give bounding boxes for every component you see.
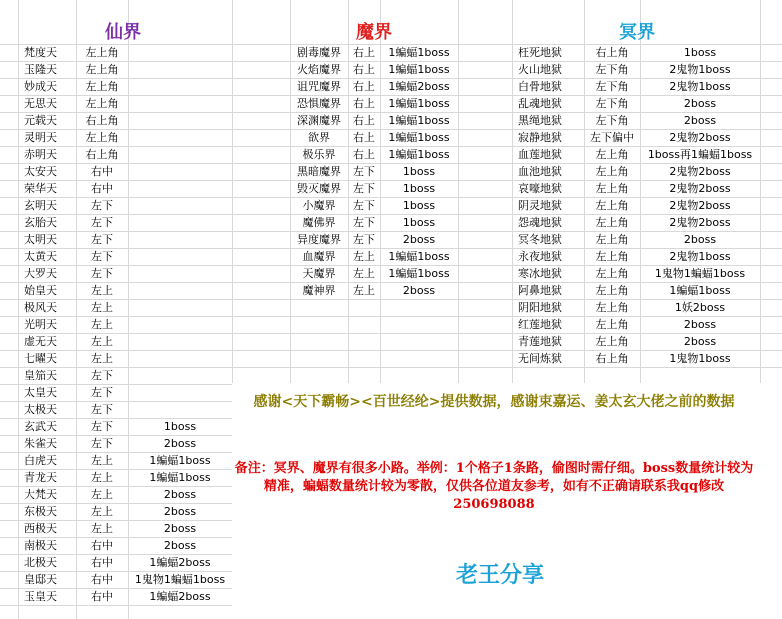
mo-row-name: 欲界 [308,131,330,144]
xian-row-position: 左上 [91,505,113,518]
xian-row-name: 梵度天 [24,46,57,59]
xian-row-content [128,231,232,248]
xian-row-content: 1蝙蝠1boss [149,454,211,467]
mo-row-position: 左下 [353,182,375,195]
xian-row-content [128,78,232,95]
ming-row-position: 左上角 [595,284,629,297]
xian-row-name: 玉皇天 [24,590,57,603]
xian-row-name: 灵明天 [24,131,57,144]
mo-row-name: 极乐界 [302,148,336,161]
mo-row-position: 左下 [353,216,375,229]
ming-row-position: 右上角 [595,46,629,59]
header-mo: 魔界 [356,22,392,43]
ming-row-position: 左下角 [595,80,629,93]
mo-row-position: 左上 [353,284,375,297]
xian-row-position: 左上 [91,471,113,484]
mo-row-position: 右上 [353,80,375,93]
ming-row-content: 1妖2boss [674,301,726,314]
xian-row-position: 右中 [91,590,113,603]
xian-row-name: 始皇天 [24,284,57,297]
ming-row-position: 左上角 [595,199,629,212]
xian-row-position: 左下 [91,386,113,399]
mo-row-position: 左上 [353,267,375,280]
ming-row-content: 2boss [683,233,717,246]
mo-row-name: 火焰魔界 [297,63,341,76]
ming-row-name: 红莲地狱 [518,318,562,331]
xian-row-name: 七曜天 [24,352,57,365]
header-ming: 冥界 [619,22,655,43]
mo-row-content: 1蝙蝠1boss [388,267,450,280]
ming-row-content: 1蝙蝠1boss [669,284,731,297]
xian-row-content [128,401,232,418]
xian-row-position: 右中 [91,573,113,586]
mo-row-content: 1蝙蝠1boss [388,46,450,59]
xian-row-name: 元载天 [24,114,57,127]
ming-row-name: 乱魂地狱 [518,97,562,110]
xian-row-position: 左上 [91,284,113,297]
xian-row-content: 2boss [163,539,197,552]
xian-row-content: 1boss [163,420,197,433]
ming-row-name: 冥冬地狱 [518,233,562,246]
xian-row-name: 大梵天 [24,488,57,501]
xian-row-content [128,146,232,163]
xian-row-position: 左上角 [85,46,119,59]
ming-row-position: 左上角 [595,216,629,229]
mo-row-content: 1蝙蝠1boss [388,63,450,76]
xian-row-content: 2boss [163,505,197,518]
ming-row-content: 2鬼物1boss [669,80,731,93]
xian-row-position: 右中 [91,165,113,178]
xian-row-content [128,180,232,197]
mo-row-name: 小魔界 [302,199,336,212]
xian-row-name: 西极天 [24,522,57,535]
xian-row-name: 太黄天 [24,250,57,263]
xian-row-content [128,129,232,146]
ming-row-position: 左上角 [595,233,629,246]
ming-row-name: 怨魂地狱 [518,216,562,229]
xian-row-name: 太安天 [24,165,57,178]
xian-row-name: 大罗天 [24,267,57,280]
xian-row-position: 左下 [91,216,113,229]
xian-row-position: 左下 [91,403,113,416]
xian-row-content [128,44,232,61]
xian-row-position: 左下 [91,233,113,246]
header-xian: 仙界 [105,22,141,43]
mo-row-position: 右上 [353,131,375,144]
mo-row-name: 黑暗魔界 [297,165,341,178]
xian-row-content [128,350,232,367]
mo-row-position: 左上 [353,250,375,263]
xian-row-position: 左上 [91,352,113,365]
ming-row-content: 2鬼物2boss [669,216,731,229]
mo-row-content: 2boss [402,233,436,246]
xian-row-name: 玉隆天 [24,63,57,76]
ming-row-position: 左下偏中 [590,131,634,144]
mo-row-content: 1蝙蝠1boss [388,97,450,110]
ming-row-name: 哀嚎地狱 [518,182,562,195]
mo-row-position: 右上 [353,97,375,110]
xian-row-position: 左下 [91,420,113,433]
xian-row-content: 2boss [163,522,197,535]
ming-row-content: 2鬼物2boss [669,131,731,144]
xian-row-position: 左下 [91,437,113,450]
ming-row-content: 1boss [683,46,717,59]
xian-row-name: 光明天 [24,318,57,331]
mo-row-content: 1蝙蝠1boss [388,148,450,161]
mo-row-content: 1boss [402,182,436,195]
mo-row-position: 右上 [353,63,375,76]
mo-row-name: 异度魔界 [297,233,341,246]
ming-row-content: 1boss再1蝙蝠1boss [647,148,753,161]
share-title: 老王分享 [455,562,544,588]
xian-row-content [128,95,232,112]
ming-row-position: 右上角 [595,352,629,365]
mo-row-name: 恐惧魔界 [297,97,341,110]
xian-row-position: 左上角 [85,97,119,110]
ming-row-position: 左上角 [595,148,629,161]
mo-row-position: 左下 [353,199,375,212]
xian-row-content [128,214,232,231]
xian-row-position: 左下 [91,267,113,280]
xian-row-name: 青龙天 [24,471,57,484]
mo-row-content: 1蝙蝠1boss [388,114,450,127]
ming-row-position: 左下角 [595,63,629,76]
xian-row-position: 左下 [91,199,113,212]
xian-row-content: 1蝙蝠1boss [149,471,211,484]
xian-row-name: 南极天 [24,539,57,552]
ming-row-name: 无间炼狱 [518,352,562,365]
xian-row-content [128,265,232,282]
xian-row-name: 荣华天 [24,182,57,195]
thanks-note: 感谢<天下霸畅><百世经纶>提供数据，感谢束嘉运、姜太玄大佬之前的数据 [253,394,735,410]
mo-row-name: 深渊魔界 [297,114,341,127]
mo-row-name: 毁灭魔界 [297,182,341,195]
xian-row-content [128,384,232,401]
xian-row-position: 右中 [91,182,113,195]
ming-row-content: 2鬼物2boss [669,199,731,212]
ming-row-name: 血池地狱 [518,165,562,178]
xian-row-name: 玄明天 [24,199,57,212]
xian-row-name: 皇邸天 [24,573,57,586]
xian-row-name: 极风天 [24,301,57,314]
ming-row-name: 枉死地狱 [518,46,562,59]
mo-row-content: 1boss [402,199,436,212]
xian-row-name: 太明天 [24,233,57,246]
xian-row-name: 太皇天 [24,386,57,399]
ming-row-content: 2boss [683,114,717,127]
ming-row-name: 寂静地狱 [518,131,562,144]
xian-row-content: 2boss [163,437,197,450]
ming-row-content: 2boss [683,335,717,348]
xian-row-position: 左上 [91,454,113,467]
mo-row-content: 1boss [402,165,436,178]
ming-row-content: 2鬼物2boss [669,165,731,178]
ming-row-content: 1鬼物1蝙蝠1boss [654,267,746,280]
mo-row-position: 左下 [353,233,375,246]
xian-row-position: 左上 [91,522,113,535]
xian-row-position: 左上 [91,488,113,501]
xian-row-position: 左下 [91,369,113,382]
xian-row-content [128,367,232,384]
xian-row-content [128,61,232,78]
mo-row-name: 剧毒魔界 [297,46,341,59]
xian-row-content [128,248,232,265]
remark-note: 备注：冥界、魔界有很多小路。举例：1个格子1条路，偷图时需仔细。boss数量统计较为精准，蝙蝠数量统计较为零散，仅供各位道友参考，如有不正确请联系我qq修改250698088 [234,461,754,512]
mo-row-name: 天魔界 [302,267,336,280]
xian-row-name: 白虎天 [24,454,57,467]
mo-row-content: 1蝙蝠2boss [388,80,450,93]
xian-row-position: 左上 [91,318,113,331]
xian-row-name: 太极天 [24,403,57,416]
ming-row-position: 左上角 [595,267,629,280]
mo-row-name: 魔佛界 [302,216,336,229]
xian-row-content [128,316,232,333]
ming-row-content: 2boss [683,97,717,110]
xian-row-content [128,282,232,299]
ming-row-name: 白骨地狱 [518,80,562,93]
ming-row-position: 左下角 [595,114,629,127]
mo-row-content: 1蝙蝠1boss [388,250,450,263]
xian-row-content [128,299,232,316]
xian-row-position: 右上角 [85,148,119,161]
ming-row-content: 2boss [683,318,717,331]
ming-row-position: 左上角 [595,250,629,263]
ming-row-name: 黑绳地狱 [518,114,562,127]
ming-row-position: 左上角 [595,335,629,348]
ming-row-position: 左上角 [595,301,629,314]
xian-row-content: 1蝙蝠2boss [149,590,211,603]
ming-row-position: 左下角 [595,97,629,110]
xian-row-name: 赤明天 [24,148,57,161]
xian-row-content: 1鬼物1蝙蝠1boss [134,573,226,586]
xian-row-name: 朱雀天 [24,437,57,450]
ming-row-content: 2鬼物2boss [669,182,731,195]
xian-row-content: 1蝙蝠2boss [149,556,211,569]
xian-row-name: 无思天 [24,97,57,110]
xian-row-position: 右上角 [85,114,119,127]
mo-row-content: 1蝙蝠1boss [388,131,450,144]
mo-row-name: 诅咒魔界 [297,80,341,93]
ming-row-name: 阴灵地狱 [518,199,562,212]
xian-row-name: 玄武天 [24,420,57,433]
ming-row-position: 左上角 [595,165,629,178]
ming-row-content: 2鬼物1boss [669,63,731,76]
mo-row-position: 右上 [353,114,375,127]
mo-row-position: 右上 [353,46,375,59]
xian-row-name: 玄胎天 [24,216,57,229]
xian-row-position: 右中 [91,539,113,552]
ming-row-content: 2鬼物1boss [669,250,731,263]
xian-row-content [128,333,232,350]
xian-row-position: 左上 [91,301,113,314]
ming-row-name: 寒冰地狱 [518,267,562,280]
xian-row-position: 左上角 [85,63,119,76]
xian-row-name: 虚无天 [24,335,57,348]
xian-row-position: 左上角 [85,131,119,144]
xian-row-name: 妙成天 [24,80,57,93]
xian-row-name: 北极天 [24,556,57,569]
xian-row-name: 皇笳天 [24,369,57,382]
xian-row-name: 东极天 [24,505,57,518]
xian-row-position: 右中 [91,556,113,569]
mo-row-position: 左下 [353,165,375,178]
mo-row-content: 2boss [402,284,436,297]
mo-row-name: 血魔界 [302,250,336,263]
ming-row-position: 左上角 [595,182,629,195]
xian-row-position: 左上 [91,335,113,348]
ming-row-position: 左上角 [595,318,629,331]
ming-row-name: 阴阳地狱 [518,301,562,314]
mo-row-name: 魔神界 [302,284,336,297]
mo-row-content: 1boss [402,216,436,229]
xian-row-content [128,197,232,214]
ming-row-content: 1鬼物1boss [669,352,731,365]
ming-row-name: 血莲地狱 [518,148,562,161]
xian-row-position: 左上角 [85,80,119,93]
ming-row-name: 青莲地狱 [518,335,562,348]
xian-row-content [128,163,232,180]
ming-row-name: 火山地狱 [518,63,562,76]
xian-row-content: 2boss [163,488,197,501]
xian-row-content [128,112,232,129]
mo-row-position: 右上 [353,148,375,161]
ming-row-name: 阿鼻地狱 [518,284,562,297]
ming-row-name: 永夜地狱 [518,250,562,263]
xian-row-position: 左下 [91,250,113,263]
